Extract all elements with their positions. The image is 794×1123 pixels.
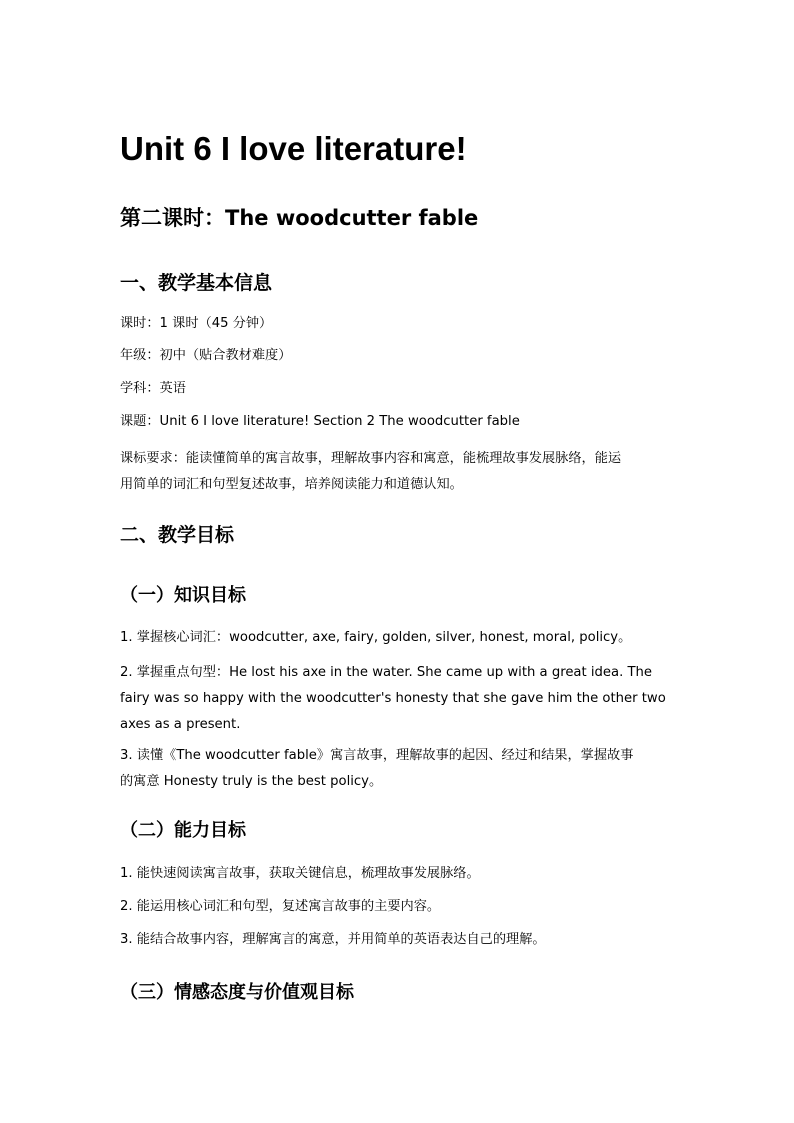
curriculum-standard-line-1: 课标要求：能读懂简单的寓言故事，理解故事内容和寓意，能梳理故事发展脉络，能运	[120, 451, 622, 466]
info-period: 课时：1 课时（45 分钟）	[120, 316, 273, 331]
knowledge-item-1: 1. 掌握核心词汇：woodcutter, axe, fairy, golden, silver, honest, moral, policy。	[120, 630, 632, 645]
subsection-heading-ability: （二）能力目标	[120, 820, 246, 841]
knowledge-item-3-line-1: 3. 读懂《The woodcutter fable》寓言故事，理解故事的起因、经过和结果，掌握故事	[120, 748, 634, 763]
knowledge-item-3	[120, 743, 680, 795]
ability-item-1: 1. 能快速阅读寓言故事，获取关键信息，梳理故事发展脉络。	[120, 866, 480, 881]
curriculum-standard-line-2: 用简单的词汇和句型复述故事，培养阅读能力和道德认知。	[120, 477, 463, 492]
section-heading-basic-info: 一、教学基本信息	[120, 272, 273, 294]
info-curriculum-standard	[120, 446, 680, 498]
knowledge-item-3-line-2: 的寓意 Honesty truly is the best policy。	[120, 774, 383, 789]
lesson-title: 第二课时：The woodcutter fable	[120, 206, 479, 230]
ability-item-2: 2. 能运用核心词汇和句型，复述寓言故事的主要内容。	[120, 899, 441, 914]
ability-item-3: 3. 能结合故事内容，理解寓言的寓意，并用简单的英语表达自己的理解。	[120, 932, 546, 947]
info-subject: 学科：英语	[120, 381, 186, 396]
info-grade: 年级：初中（贴合教材难度）	[120, 348, 292, 363]
knowledge-item-2-line-2: fairy was so happy with the woodcutter's honesty that she gave him the other two	[120, 691, 666, 706]
subsection-heading-knowledge: （一）知识目标	[120, 585, 246, 606]
knowledge-item-2	[120, 660, 680, 738]
subsection-heading-emotion: （三）情感态度与价值观目标	[120, 982, 354, 1003]
knowledge-item-2-line-1: 2. 掌握重点句型：He lost his axe in the water. She came up with a great idea. The	[120, 665, 653, 680]
document-title: Unit 6 I love literature!	[120, 130, 467, 167]
section-heading-objectives: 二、教学目标	[120, 524, 235, 546]
knowledge-item-2-line-3: axes as a present.	[120, 717, 241, 732]
info-topic: 课题：Unit 6 I love literature! Section 2 The woodcutter fable	[120, 414, 520, 429]
